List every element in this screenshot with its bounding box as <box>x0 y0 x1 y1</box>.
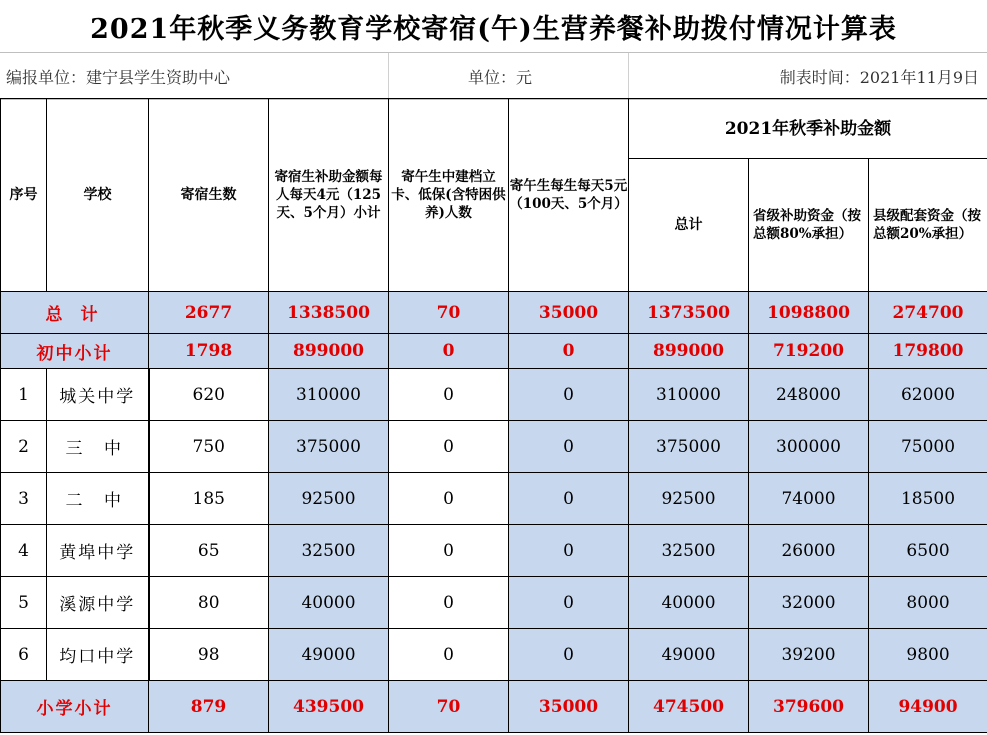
row-lunch-subsidy: 0 <box>509 629 629 681</box>
total-boarder-subsidy: 1338500 <box>269 292 389 334</box>
table-row <box>1 577 987 629</box>
row-county: 9800 <box>869 629 987 681</box>
row-school: 城关中学 <box>47 369 149 421</box>
row-provincial: 26000 <box>749 525 869 577</box>
row-total: 310000 <box>629 369 749 421</box>
row-seq: 4 <box>1 525 47 577</box>
row-county: 6500 <box>869 525 987 577</box>
header-group: 2021年秋季补助金额 <box>629 99 987 159</box>
row-school: 二 中 <box>47 473 149 525</box>
row-lunch-students: 0 <box>389 629 509 681</box>
primary-provincial: 379600 <box>749 681 869 733</box>
row-county: 62000 <box>869 369 987 421</box>
row-total: 49000 <box>629 629 749 681</box>
primary-label: 小学小计 <box>1 681 149 733</box>
row-total: 40000 <box>629 577 749 629</box>
row-total: 92500 <box>629 473 749 525</box>
row-boarder-subsidy: 375000 <box>269 421 389 473</box>
row-boarder-subsidy: 40000 <box>269 577 389 629</box>
row-provincial: 39200 <box>749 629 869 681</box>
row-boarder-subsidy: 92500 <box>269 473 389 525</box>
row-county: 18500 <box>869 473 987 525</box>
subtotal-lunch-subsidy: 0 <box>509 334 629 369</box>
header-boarder-subsidy: 寄宿生补助金额每人每天4元（125天、5个月）小计 <box>269 99 389 292</box>
row-total: 32500 <box>629 525 749 577</box>
table-row <box>1 525 987 577</box>
primary-lunch-students: 70 <box>389 681 509 733</box>
row-boarders: 185 <box>149 473 269 525</box>
row-boarder-subsidy: 49000 <box>269 629 389 681</box>
primary-total: 474500 <box>629 681 749 733</box>
total-boarders: 2677 <box>149 292 269 334</box>
row-provincial: 300000 <box>749 421 869 473</box>
currency-unit: 单位：元 <box>468 68 533 87</box>
row-lunch-subsidy: 0 <box>509 421 629 473</box>
header-lunch-students: 寄午生中建档立卡、低保(含特困供养)人数 <box>389 99 509 292</box>
table-row <box>1 369 987 421</box>
report-date: 制表时间：2021年11月9日 <box>779 68 979 87</box>
row-boarder-subsidy: 32500 <box>269 525 389 577</box>
row-lunch-subsidy: 0 <box>509 473 629 525</box>
info-bar <box>0 52 987 100</box>
row-lunch-subsidy: 0 <box>509 369 629 421</box>
sheet-title: 2021年秋季义务教育学校寄宿(午)生营养餐补助拨付情况计算表 <box>90 13 897 45</box>
row-boarders: 750 <box>149 421 269 473</box>
total-amount: 1373500 <box>629 292 749 334</box>
header-seq: 序号 <box>1 99 47 292</box>
row-seq: 1 <box>1 369 47 421</box>
subtotal-boarders: 1798 <box>149 334 269 369</box>
total-county: 274700 <box>869 292 987 334</box>
total-lunch-subsidy: 35000 <box>509 292 629 334</box>
subtotal-amount: 899000 <box>629 334 749 369</box>
primary-county: 94900 <box>869 681 987 733</box>
table-row <box>1 629 987 681</box>
primary-school-subtotal-row <box>1 681 987 733</box>
total-label: 总 计 <box>1 292 149 334</box>
row-seq: 3 <box>1 473 47 525</box>
table-row <box>1 421 987 473</box>
row-seq: 5 <box>1 577 47 629</box>
subtotal-provincial: 719200 <box>749 334 869 369</box>
row-provincial: 248000 <box>749 369 869 421</box>
subtotal-boarder-subsidy: 899000 <box>269 334 389 369</box>
row-boarders: 80 <box>149 577 269 629</box>
subtotal-county: 179800 <box>869 334 987 369</box>
total-lunch-students: 70 <box>389 292 509 334</box>
row-school: 黄埠中学 <box>47 525 149 577</box>
primary-boarder-subsidy: 439500 <box>269 681 389 733</box>
row-county: 8000 <box>869 577 987 629</box>
row-total: 375000 <box>629 421 749 473</box>
row-seq: 6 <box>1 629 47 681</box>
row-lunch-students: 0 <box>389 369 509 421</box>
header-school: 学校 <box>47 99 149 292</box>
header-total: 总计 <box>629 159 749 292</box>
header-provincial: 省级补助资金（按总额80%承担） <box>749 159 869 292</box>
reporting-unit: 编报单位：建宁县学生资助中心 <box>6 68 231 87</box>
row-provincial: 74000 <box>749 473 869 525</box>
header-lunch-subsidy: 寄午生每生每天5元（100天、5个月） <box>509 99 629 292</box>
row-lunch-students: 0 <box>389 421 509 473</box>
header-county: 县级配套资金（按总额20%承担） <box>869 159 987 292</box>
grand-total-row <box>1 292 987 334</box>
info-divider <box>628 53 629 99</box>
row-school: 均口中学 <box>47 629 149 681</box>
row-provincial: 32000 <box>749 577 869 629</box>
row-boarders: 65 <box>149 525 269 577</box>
total-provincial: 1098800 <box>749 292 869 334</box>
primary-boarders: 879 <box>149 681 269 733</box>
subtotal-label: 初中小计 <box>1 334 149 369</box>
table-row <box>1 473 987 525</box>
row-county: 75000 <box>869 421 987 473</box>
row-seq: 2 <box>1 421 47 473</box>
row-lunch-subsidy: 0 <box>509 525 629 577</box>
primary-lunch-subsidy: 35000 <box>509 681 629 733</box>
row-boarders: 98 <box>149 629 269 681</box>
subtotal-lunch-students: 0 <box>389 334 509 369</box>
middle-school-subtotal-row <box>1 334 987 369</box>
row-school: 三 中 <box>47 421 149 473</box>
row-lunch-students: 0 <box>389 473 509 525</box>
subsidy-table <box>0 98 987 733</box>
row-school: 溪源中学 <box>47 577 149 629</box>
header-boarders: 寄宿生数 <box>149 99 269 292</box>
row-boarder-subsidy: 310000 <box>269 369 389 421</box>
info-divider <box>388 53 389 99</box>
row-lunch-subsidy: 0 <box>509 577 629 629</box>
row-boarders: 620 <box>149 369 269 421</box>
row-lunch-students: 0 <box>389 577 509 629</box>
row-lunch-students: 0 <box>389 525 509 577</box>
